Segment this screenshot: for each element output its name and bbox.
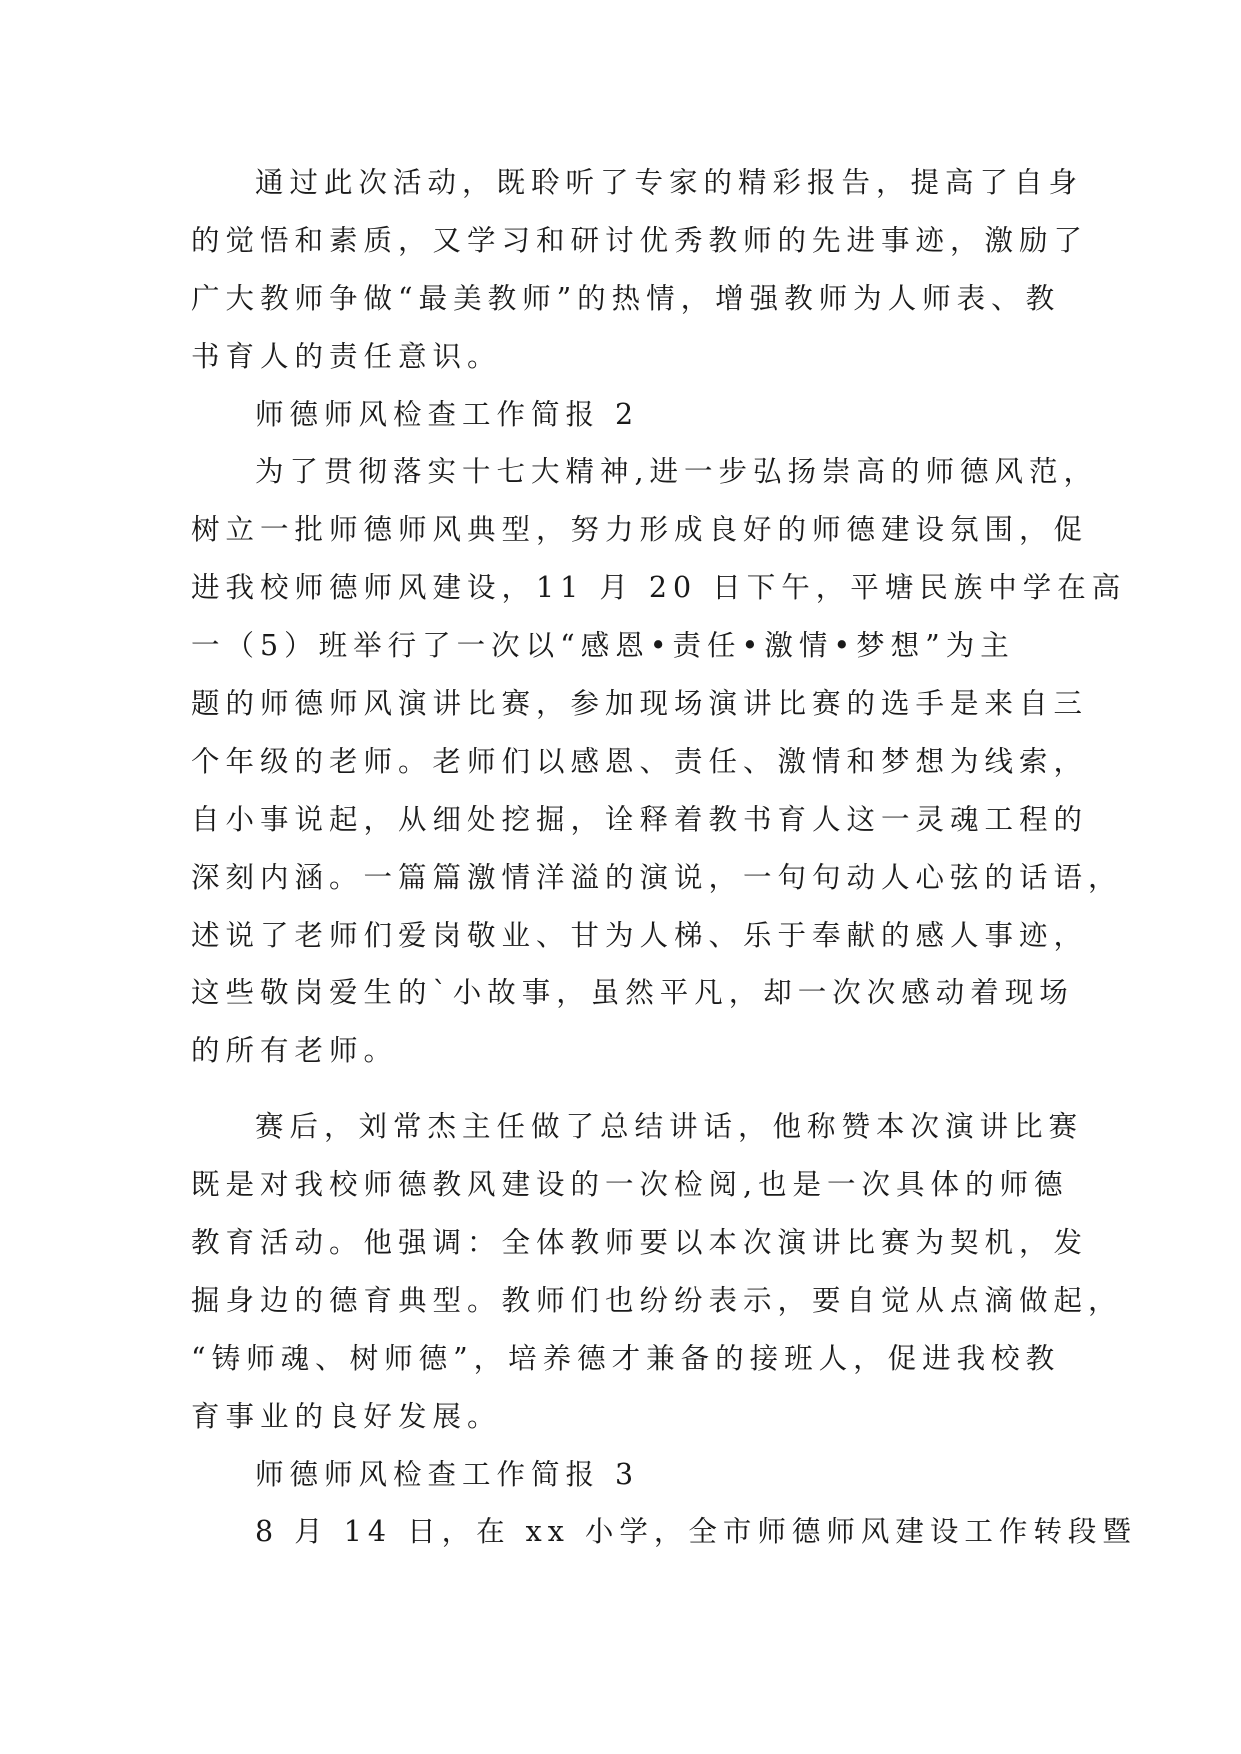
paragraph-1-line-2: 的觉悟和素质，又学习和研讨优秀教师的先进事迹，激励了 bbox=[191, 223, 1089, 257]
paragraph-2-line-1: 为了贯彻落实十七大精神,进一步弘扬崇高的师德风范， bbox=[255, 455, 1099, 489]
paragraph-1-line-1: 通过此次活动，既聆听了专家的精彩报告，提高了自身 bbox=[255, 166, 1084, 199]
paragraph-2-line-8: 深刻内涵。一篇篇激情洋溢的演说，一句句动人心弦的话语， bbox=[191, 860, 1123, 894]
paragraph-2-line-11: 的所有老师。 bbox=[191, 1034, 399, 1068]
paragraph-1-line-3: 广大教师争做“最美教师”的热情，增强教师为人师表、教 bbox=[191, 281, 1061, 315]
paragraph-2-line-2: 树立一批师德师风典型，努力形成良好的师德建设氛围，促 bbox=[191, 513, 1089, 547]
paragraph-3-line-6: 育事业的良好发展。 bbox=[191, 1399, 502, 1433]
section-heading-2: 师德师风检查工作简报 2 bbox=[255, 397, 640, 431]
paragraph-2-line-9: 述说了老师们爱岗敬业、甘为人梯、乐于奉献的感人事迹， bbox=[191, 918, 1089, 952]
section-heading-3: 师德师风检查工作简报 3 bbox=[255, 1457, 640, 1491]
paragraph-2-line-10: 这些敬岗爱生的`小故事，虽然平凡，却一次次感动着现场 bbox=[191, 976, 1074, 1010]
document-body bbox=[191, 154, 1137, 1561]
paragraph-2-line-7: 自小事说起，从细处挖掘，诠释着教书育人这一灵魂工程的 bbox=[191, 802, 1089, 836]
paragraph-2-line-6: 个年级的老师。老师们以感恩、责任、激情和梦想为线索， bbox=[191, 744, 1089, 778]
paragraph-1-line-4: 书育人的责任意识。 bbox=[191, 339, 502, 373]
paragraph-2-line-5: 题的师德师风演讲比赛，参加现场演讲比赛的选手是来自三 bbox=[191, 687, 1089, 721]
paragraph-3-line-3: 教育活动。他强调：全体教师要以本次演讲比赛为契机，发 bbox=[191, 1226, 1089, 1260]
paragraph-3-line-2: 既是对我校师德教风建设的一次检阅,也是一次具体的师德 bbox=[191, 1168, 1069, 1202]
paragraph-2-line-3: 进我校师德师风建设，11 月 20 日下午，平塘民族中学在高 bbox=[191, 571, 1127, 605]
paragraph-3-line-5: “铸师魂、树师德”，培养德才兼备的接班人，促进我校教 bbox=[191, 1341, 1061, 1375]
paragraph-4-line-1: 8 月 14 日，在 xx 小学，全市师德师风建设工作转段暨 bbox=[255, 1515, 1137, 1549]
paragraph-2-line-4: 一（5）班举行了一次以“感恩•责任•激情•梦想”为主 bbox=[191, 629, 1015, 663]
paragraph-3-line-4: 掘身边的德育典型。教师们也纷纷表示，要自觉从点滴做起， bbox=[191, 1283, 1123, 1317]
paragraph-3-line-1: 赛后，刘常杰主任做了总结讲话，他称赞本次演讲比赛 bbox=[255, 1110, 1084, 1144]
